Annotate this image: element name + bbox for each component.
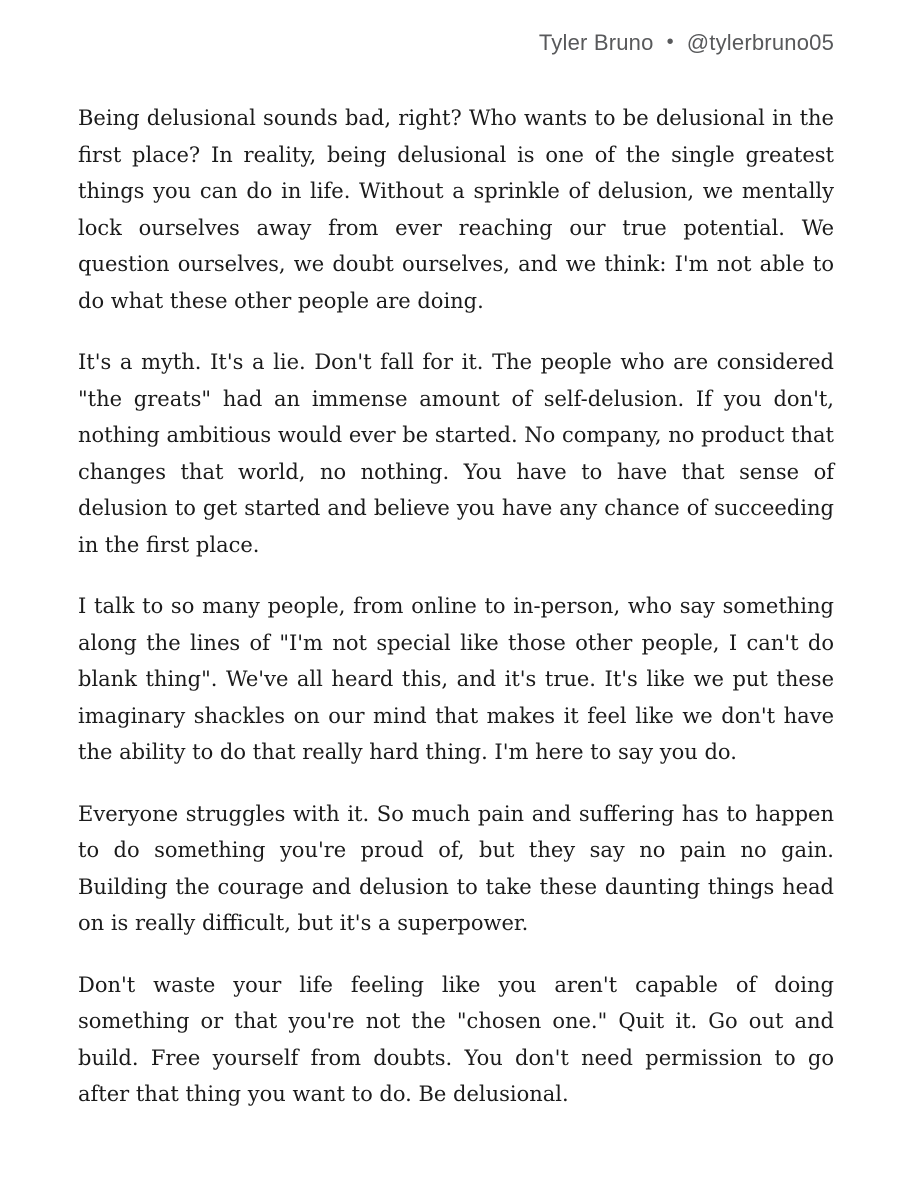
bullet-separator-icon: • [666, 31, 674, 53]
author-handle: @tylerbruno05 [686, 30, 834, 55]
paragraph-1: Being delusional sounds bad, right? Who wants to be delusional in the first place? In reality, being delusional is one of the single greatest things you can do in life. Without a sprinkle of delusion, we mentally lock ourselves away from ever reaching our true potential. We question ourselves, we doubt ourselves, and we think: I'm not able to do what these other people are doing. [78, 106, 834, 313]
paragraph-4: Everyone struggles with it. So much pain and suffering has to happen to do something you're proud of, but they say no pain no gain. Building the courage and delusion to take these daunting things head on is really difficult, but it's a superpower. [78, 801, 834, 935]
article-body [78, 100, 834, 1113]
paragraph-2: It's a myth. It's a lie. Don't fall for it. The people who are considered "the greats" had an immense amount of self-delusion. If you don't, nothing ambitious would ever be started. No company, no product that changes that world, no nothing. You have to have that sense of delusion to get started and believe you have any chance of succeeding in the first place. [78, 350, 834, 557]
byline [539, 30, 834, 56]
paragraph-5: Don't waste your life feeling like you aren't capable of doing something or that you're not the "chosen one." Quit it. Go out and build. Free yourself from doubts. You don't need permission to go after that thing you want to do. Be delusional. [78, 972, 834, 1106]
author-name: Tyler Bruno [538, 30, 654, 55]
paragraph-3: I talk to so many people, from online to in-person, who say something along the lines of "I'm not special like those other people, I can't do blank thing". We've all heard this, and it's true. It's like we put these imaginary shackles on our mind that makes it feel like we don't have the ability to do that really hard thing. I'm here to say you do. [78, 594, 834, 764]
